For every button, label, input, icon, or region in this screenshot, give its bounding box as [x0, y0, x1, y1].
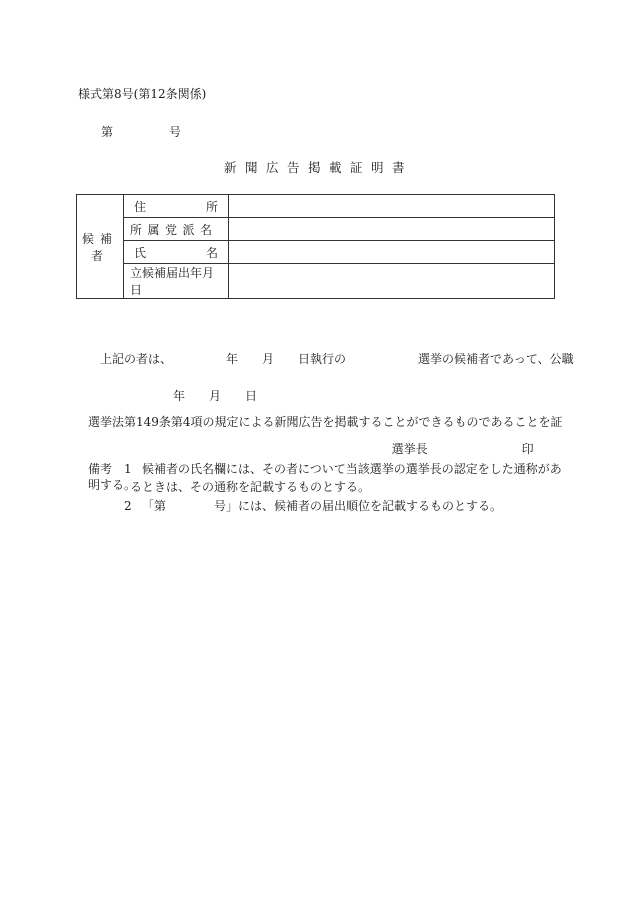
party-label-text: 所属党派名	[130, 222, 218, 237]
candidate-group-label: 候補者	[77, 195, 124, 299]
address-label-left: 住	[134, 199, 147, 214]
remarks-heading: 備考	[88, 462, 113, 476]
certification-date: 年 月 日	[173, 389, 258, 403]
table-row	[77, 264, 555, 299]
note-2-number: 2	[124, 499, 132, 513]
statement-line-3: 明する。	[88, 478, 137, 492]
seal-mark: 印	[521, 442, 534, 456]
name-label	[124, 241, 229, 264]
filing-date-label	[124, 264, 229, 299]
address-label-right: 所	[205, 199, 218, 214]
name-field[interactable]	[229, 241, 555, 264]
filing-date-label-text: 立候補届出年月日	[130, 266, 215, 297]
table-row	[77, 195, 555, 218]
table-row	[77, 241, 555, 264]
number-suffix: 号	[169, 125, 182, 139]
party-label	[124, 218, 229, 241]
note-1-number: 1	[124, 462, 132, 476]
statement-line-2: 選挙法第149条第4項の規定による新聞広告を掲載することができるものであることを証	[88, 415, 563, 429]
number-prefix: 第	[101, 125, 114, 139]
note-2-line-1: 「第 号」には、候補者の届出順位を記載するものとする。	[142, 499, 503, 513]
statement-line-1: 上記の者は、 年 月 日執行の 選挙の候補者であって、公職	[100, 352, 574, 366]
signer-title: 選挙長	[391, 442, 428, 456]
certificate-number-line	[101, 123, 181, 140]
name-label-left: 氏	[134, 245, 147, 260]
name-label-right: 名	[205, 245, 218, 260]
form-number-label: 様式第8号(第12条関係)	[78, 87, 207, 101]
table-row	[77, 218, 555, 241]
party-field[interactable]	[229, 218, 555, 241]
signer-line	[384, 426, 534, 457]
document-title: 新聞広告掲載証明書	[224, 160, 414, 175]
note-1-line-1: 候補者の氏名欄には、その者について当該選挙の選挙長の認定をした通称があ	[142, 462, 562, 476]
note-1-line-2: るときは、その通称を記載するものとする。	[130, 480, 371, 494]
address-field[interactable]	[229, 195, 555, 218]
candidate-table	[76, 194, 555, 299]
filing-date-field[interactable]	[229, 264, 555, 299]
address-label	[124, 195, 229, 218]
